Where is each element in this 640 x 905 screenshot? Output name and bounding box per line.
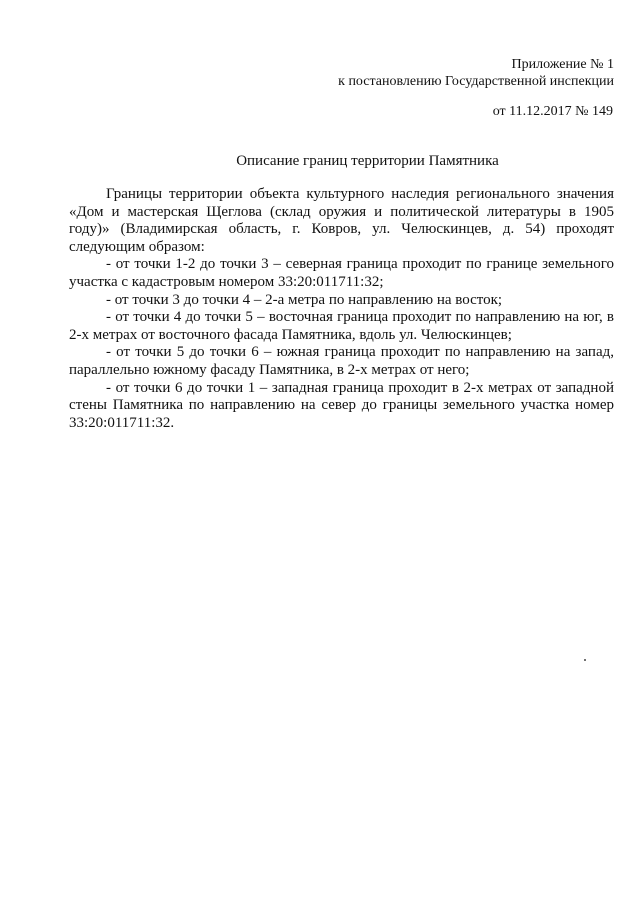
document-body <box>69 186 614 432</box>
boundary-item: - от точки 1-2 до точки 3 – северная граница проходит по границе земельного участка с кадастровым номером 33:20:011711:32; <box>69 256 614 290</box>
appendix-reference: к постановлению Государственной инспекции <box>338 73 614 89</box>
boundary-item: - от точки 6 до точки 1 – западная граница проходит в 2-х метрах от западной стены Памятника по направлению на север до границы земельного участка номер 33:20:011711:32. <box>69 379 614 431</box>
boundary-item: - от точки 5 до точки 6 – южная граница проходит по направлению на запад, параллельно южному фасаду Памятника, в 2-х метрах от него; <box>69 344 614 378</box>
intro-paragraph: Границы территории объекта культурного наследия регионального значения «Дом и мастерская Щеглова (склад оружия и политической литературы в 1905 году)» (Владимирская область, г. Ковров, ул. Челюскинцев, д. 54) проходят следующим образом: <box>69 186 614 255</box>
scan-speck <box>584 659 586 661</box>
appendix-number: Приложение № 1 <box>511 57 614 72</box>
boundary-item: - от точки 3 до точки 4 – 2-а метра по направлению на восток; <box>106 291 503 308</box>
document-title: Описание границ территории Памятника <box>236 153 499 169</box>
boundary-item: - от точки 4 до точки 5 – восточная граница проходит по направлению на юг, в 2-х метрах от восточного фасада Памятника, вдоль ул. Челюскинцев; <box>69 309 614 343</box>
appendix-header <box>338 57 614 90</box>
appendix-date: от 11.12.2017 № 149 <box>492 104 613 119</box>
